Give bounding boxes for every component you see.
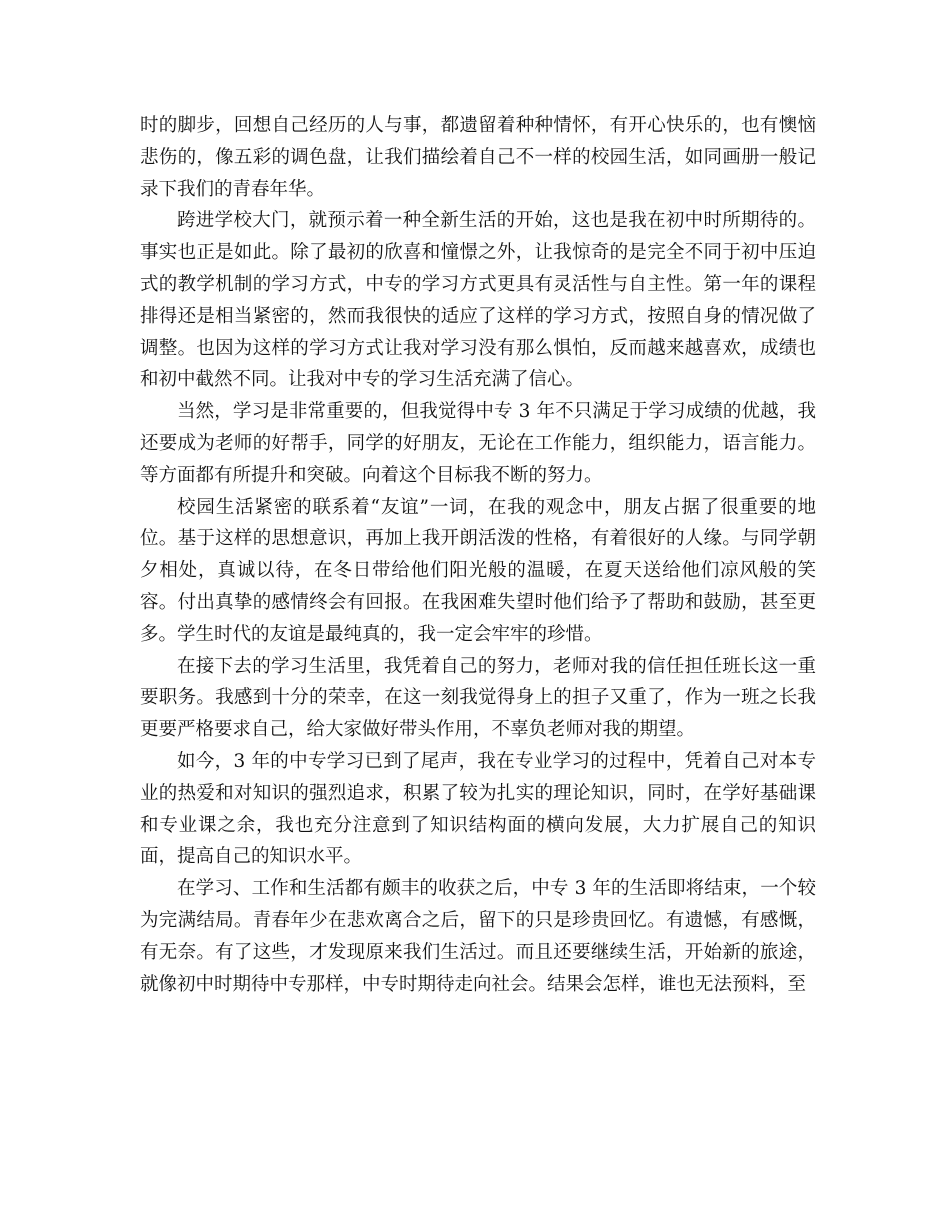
paragraph-3: 当然，学习是非常重要的，但我觉得中专 3 年不只满足于学习成绩的优越，我还要成为老师的好帮手，同学的好朋友，无论在工作能力，组织能力，语言能力。等方面都有所提升和突破。向着这个目标我不断的努力。 [140, 401, 816, 486]
paragraph-4: 校园生活紧密的联系着“友谊”一词，在我的观念中，朋友占据了很重要的地位。基于这样的思想意识，再加上我开朗活泼的性格，有着很好的人缘。与同学朝夕相处，真诚以待，在冬日带给他们阳光般的温暖，在夏天送给他们凉风般的笑容。付出真挚的感情终会有回报。在我困难失望时他们给予了帮助和鼓励，甚至更多。学生时代的友谊是最纯真的，我一定会牢牢的珍惜。 [140, 496, 816, 645]
paragraph-5: 在接下去的学习生活里，我凭着自己的努力，老师对我的信任担任班长这一重要职务。我感到十分的荣幸，在这一刻我觉得身上的担子又重了，作为一班之长我更要严格要求自己，给大家做好带头作用，不辜负老师对我的期望。 [140, 655, 816, 741]
document-page [140, 110, 816, 1000]
paragraph-6: 如今，3 年的中专学习已到了尾声，我在专业学习的过程中，凭着自己对本专业的热爱和对知识的强烈追求，积累了较为扎实的理论知识，同时，在学好基础课和专业课之余，我也充分注意到了知识结构面的横向发展，大力扩展自己的知识面，提高自己的知识水平。 [140, 750, 816, 868]
paragraph-2: 跨进学校大门，就预示着一种全新生活的开始，这也是我在初中时所期待的。事实也正是如此。除了最初的欣喜和憧憬之外，让我惊奇的是完全不同于初中压迫式的教学机制的学习方式，中专的学习方式更具有灵活性与自主性。第一年的课程排得还是相当紧密的，然而我很快的适应了这样的学习方式，按照自身的情况做了调整。也因为这样的学习方式让我对学习没有那么惧怕，反而越来越喜欢，成绩也和初中截然不同。让我对中专的学习生活充满了信心。 [140, 210, 816, 391]
paragraph-7: 在学习、工作和生活都有颇丰的收获之后，中专 3 年的生活即将结束，一个较为完满结局。青春年少在悲欢离合之后，留下的只是珍贵回忆。有遗憾，有感慨，有无奈。有了这些，才发现原来我们生活过。而且还要继续生活，开始新的旅途，就像初中时期待中专那样，中专时期待走向社会。结果会怎样，谁也无法预料，至 [140, 878, 816, 995]
paragraph-1: 时的脚步，回想自己经历的人与事，都遗留着种种情怀，有开心快乐的，也有懊恼悲伤的，像五彩的调色盘，让我们描绘着自己不一样的校园生活，如同画册一般记录下我们的青春年华。 [140, 115, 816, 200]
